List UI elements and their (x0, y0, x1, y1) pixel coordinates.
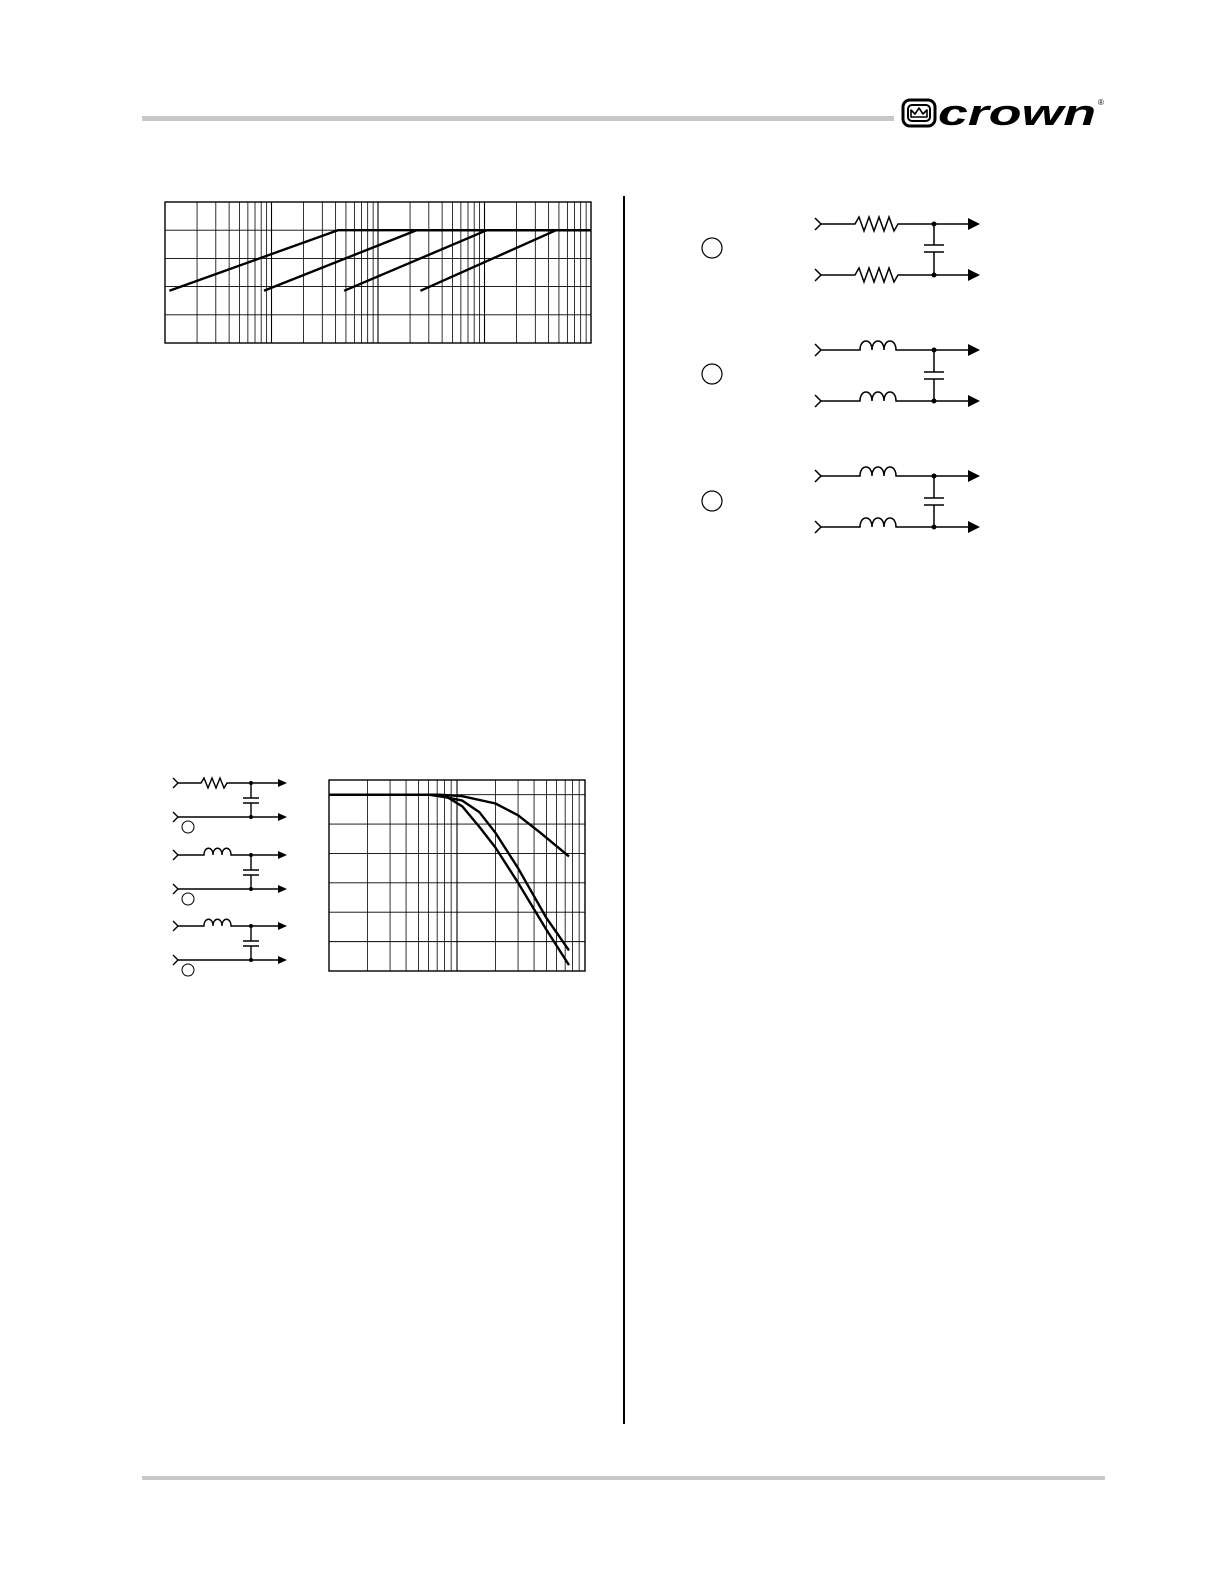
circle-marker-icon (702, 364, 722, 384)
chart-series (169, 230, 591, 291)
brand-wordmark: crown (938, 92, 1096, 133)
schematic-rc (173, 778, 278, 822)
header-rule (142, 116, 894, 121)
circle-marker-icon (702, 491, 722, 511)
series-line-4 (420, 230, 591, 291)
filter-networks (690, 205, 990, 545)
network-lc-2 (815, 467, 968, 533)
crown-logo-svg (900, 92, 1106, 133)
footer-rule (142, 1476, 1105, 1480)
column-divider (623, 196, 625, 1424)
series-line-1 (169, 230, 591, 291)
series-line-1 (329, 795, 569, 857)
brand-logo (900, 92, 1106, 133)
series-line-2 (329, 795, 569, 951)
circle-marker-icon (182, 964, 194, 976)
chart-grid (329, 780, 585, 971)
crown-emblem-icon (903, 100, 935, 126)
chart-series (329, 795, 569, 965)
network-lc-1 (815, 341, 968, 407)
network-rc (815, 217, 968, 282)
schematic-lc-1 (173, 848, 278, 894)
highpass-response-chart (163, 200, 593, 345)
registered-mark: ® (1098, 98, 1104, 107)
lowpass-response-chart (327, 778, 587, 973)
circle-marker-icon (182, 821, 194, 833)
lowpass-filter-schematics (168, 770, 298, 980)
schematic-lc-2 (173, 919, 278, 965)
series-line-3 (329, 795, 569, 965)
chart-grid (165, 202, 591, 343)
series-line-3 (344, 230, 591, 291)
circle-marker-icon (182, 893, 194, 905)
circle-marker-icon (702, 238, 722, 258)
